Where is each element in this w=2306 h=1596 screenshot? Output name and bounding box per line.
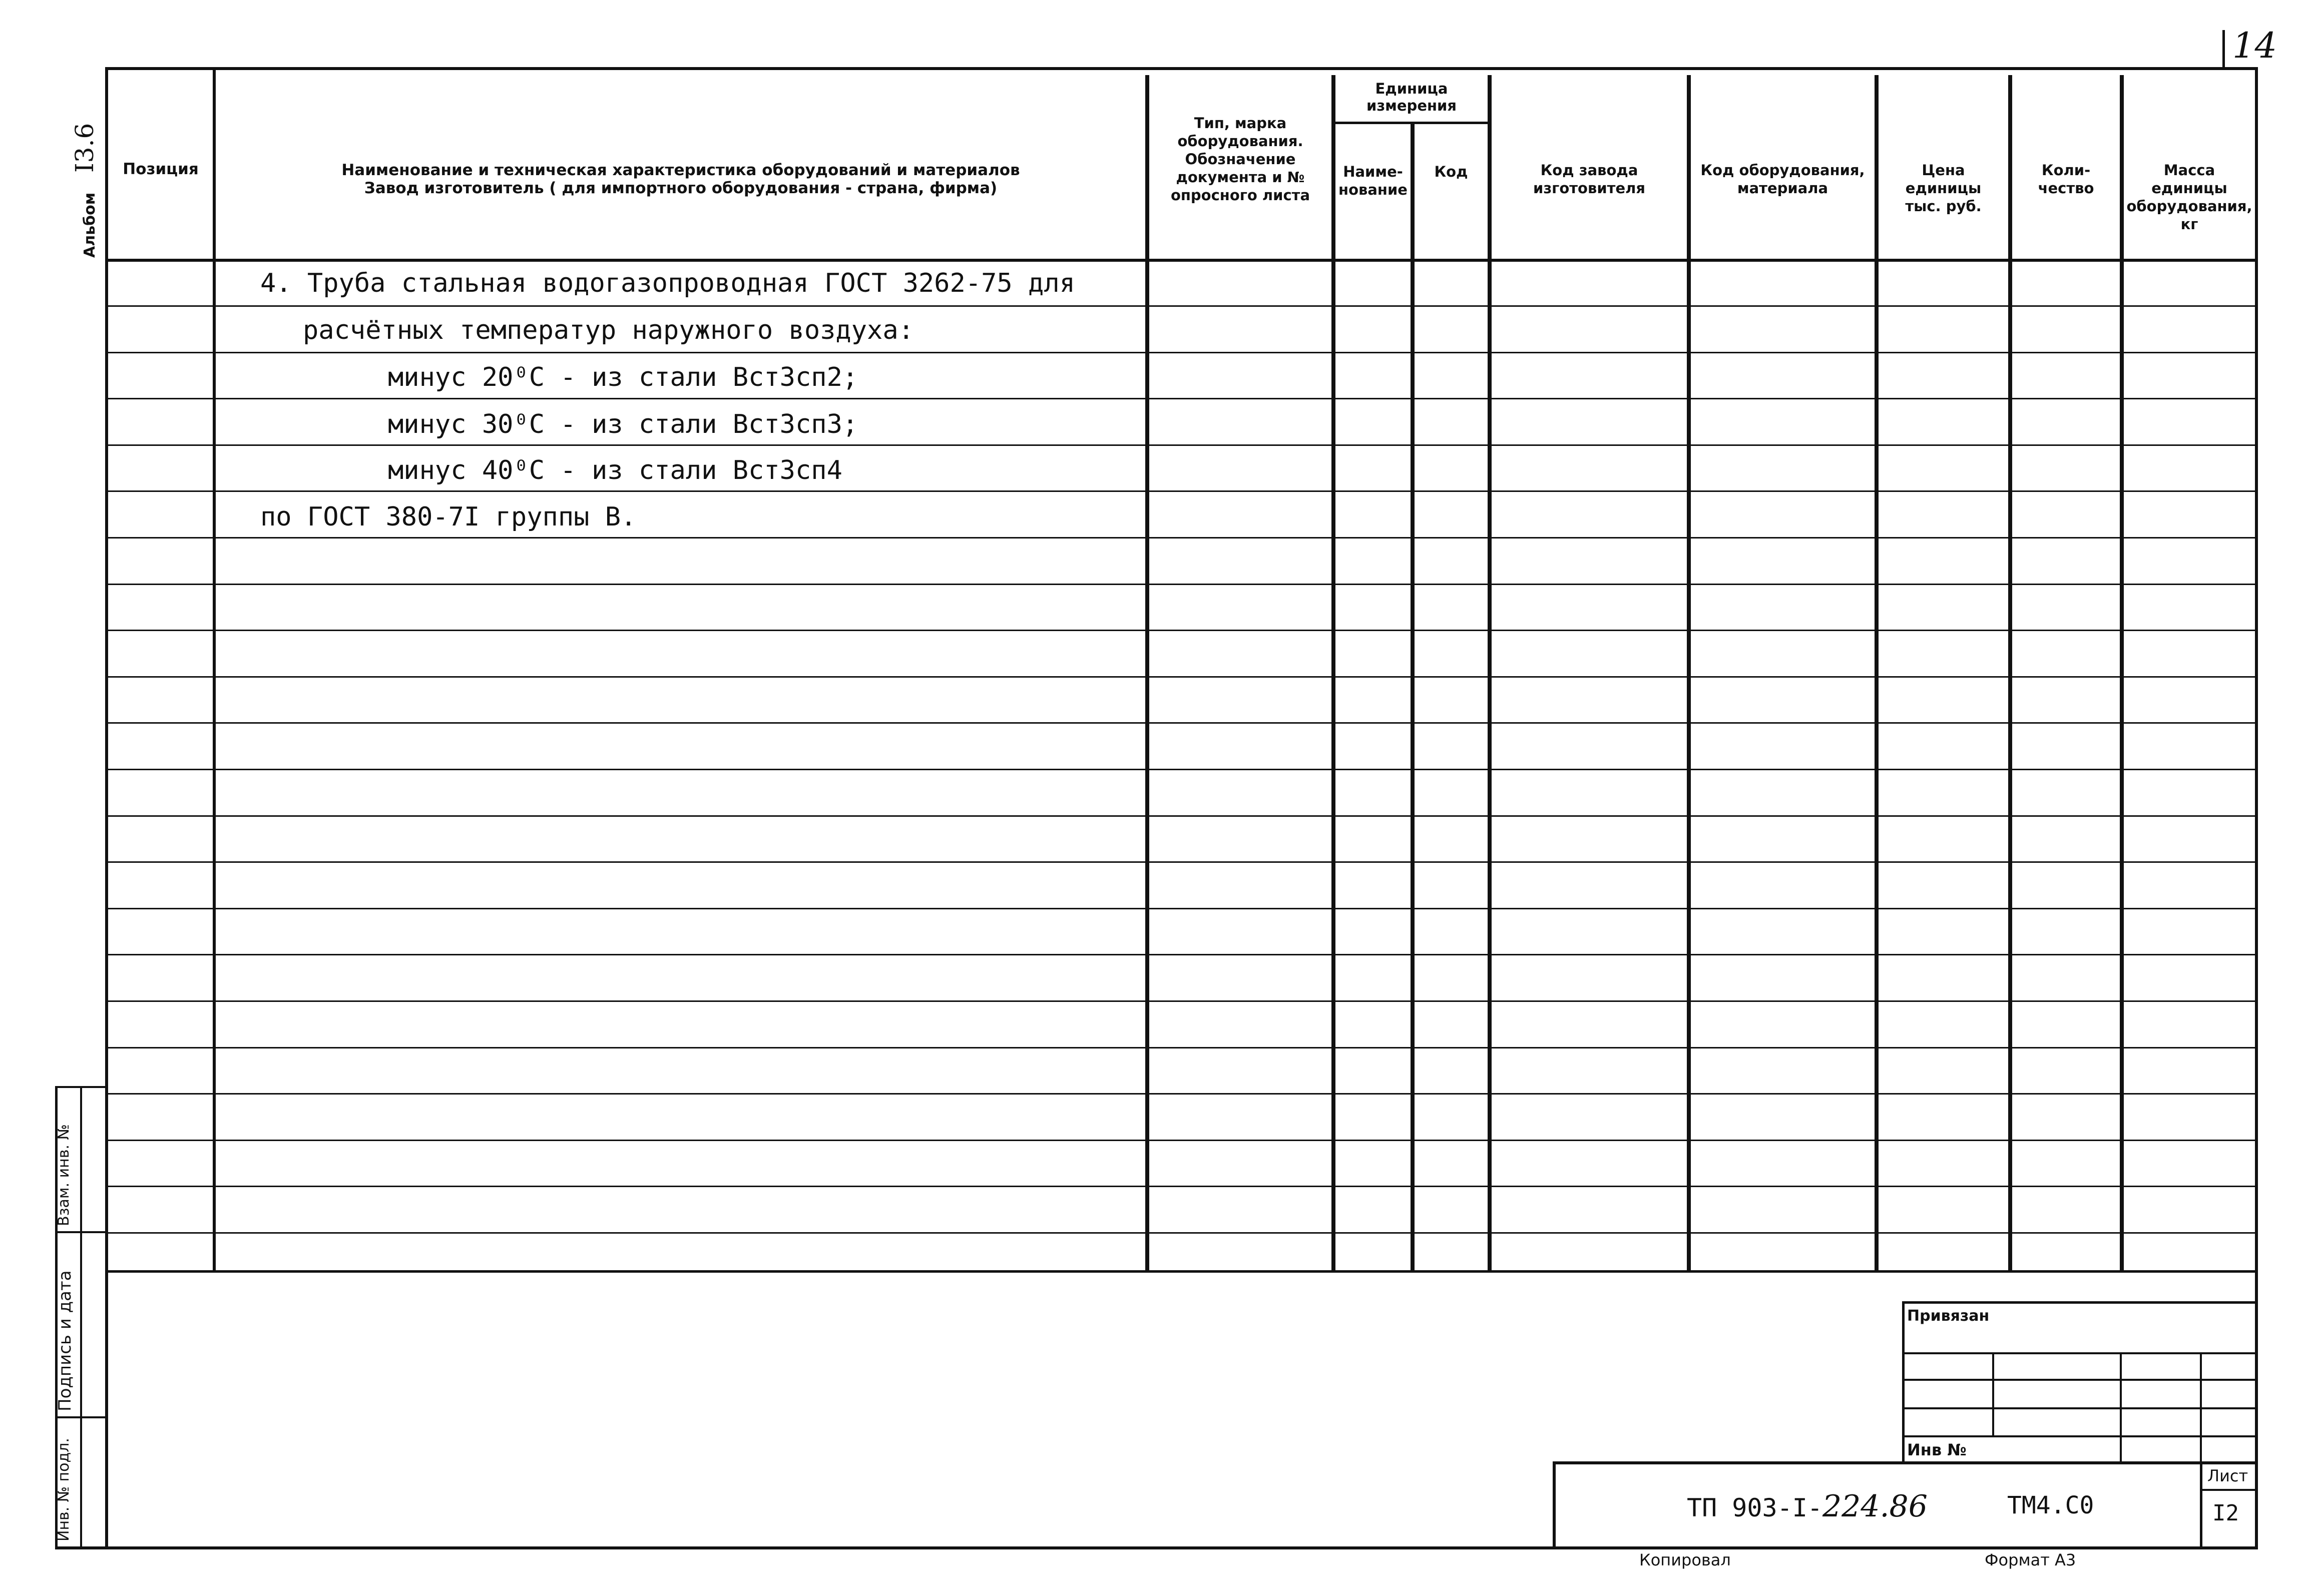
- stamp-format-label: Формат А3: [1985, 1550, 2076, 1569]
- header-mass: [2124, 161, 2255, 233]
- side-album-number: I3.6: [70, 123, 99, 173]
- row-line: [108, 352, 2255, 353]
- stamp-main-left: [1553, 1461, 1556, 1549]
- frame-bottom-line: [55, 1546, 2258, 1549]
- stamp-copied-label: Копировал: [1639, 1550, 1731, 1569]
- stamp-doc-code: [1687, 1489, 1928, 1524]
- header-mass-line3: оборудования,: [2126, 198, 2252, 215]
- stamp-linked-col3: [2200, 1352, 2202, 1461]
- stamp-doc-code-prefix: ТП 903-I-: [1687, 1493, 1822, 1522]
- header-factory-code: [1492, 161, 1687, 197]
- header-unit-name: [1335, 163, 1411, 199]
- frame-page-tick: [2222, 30, 2225, 68]
- col-line-8: [2008, 75, 2012, 1271]
- row-text-5: минус 40⁰C - из стали ВстЗсп4: [388, 455, 842, 485]
- row-line: [108, 954, 2255, 955]
- header-unit-line2: измерения: [1366, 97, 1457, 114]
- header-unit-name-line2: нование: [1338, 181, 1408, 198]
- side-strip-div1-line: [55, 1231, 108, 1233]
- side-strip-mid-line: [80, 1086, 82, 1549]
- header-mass-line2: единицы: [2151, 180, 2227, 197]
- unit-split-line: [1331, 122, 1491, 124]
- frame-top-line: [105, 67, 2257, 70]
- row-text-1: 4. Труба стальная водогазопроводная ГОСТ 3262-75 для: [260, 268, 1075, 298]
- row-line: [108, 861, 2255, 863]
- header-qty-line2: чество: [2038, 180, 2094, 197]
- stamp-linked-row3: [1902, 1407, 2257, 1409]
- row-line: [108, 722, 2255, 724]
- header-factory-code-line1: Код завода: [1540, 162, 1638, 179]
- stamp-sheet-label: Лист: [2207, 1466, 2248, 1485]
- stamp-linked-row4: [1902, 1435, 2257, 1437]
- row-line: [108, 537, 2255, 539]
- stamp-linked-top: [1902, 1301, 2257, 1304]
- stamp-linked-row2: [1902, 1379, 2257, 1381]
- col-line-3: [1331, 75, 1335, 1271]
- header-unit: [1335, 80, 1488, 114]
- stamp-doc-code-hand: 224.86: [1822, 1489, 1928, 1524]
- header-equipment-code: [1691, 161, 1875, 197]
- row-line: [108, 305, 2255, 307]
- stamp-main-sheet-col: [2200, 1461, 2202, 1549]
- stamp-linked-left: [1902, 1301, 1905, 1461]
- frame-left-line: [105, 67, 108, 1549]
- header-type-line5: опросного листа: [1170, 187, 1310, 204]
- row-line: [108, 1047, 2255, 1048]
- header-unit-code: Код: [1434, 163, 1468, 180]
- stamp-linked-col1: [1992, 1352, 1994, 1435]
- row-line: [108, 1186, 2255, 1187]
- header-unit-name-line1: Наиме-: [1343, 163, 1403, 180]
- stamp-linked-col2: [2120, 1352, 2122, 1461]
- header-name-line1: Наименование и техническая характеристика оборудований и материалов: [341, 161, 1020, 179]
- side-album-word: Альбом: [81, 192, 99, 258]
- page-number: 14: [2232, 25, 2277, 66]
- row-text-3: минус 20⁰C - из стали ВстЗсп2;: [388, 362, 858, 392]
- col-line-2: [1145, 75, 1149, 1271]
- row-line: [108, 769, 2255, 770]
- header-type-line4: документа и №: [1176, 169, 1305, 186]
- header-qty-line1: Коли-: [2041, 162, 2091, 179]
- header-position: Позиция: [123, 160, 199, 178]
- header-qty: [2012, 161, 2120, 197]
- header-bottom-line: [105, 259, 2257, 262]
- col-line-4: [1411, 123, 1415, 1271]
- row-line: [108, 490, 2255, 492]
- col-line-7: [1875, 75, 1879, 1271]
- header-mass-line4: кг: [2180, 216, 2198, 233]
- stamp-linked-label: Привязан: [1907, 1307, 1990, 1325]
- stamp-sheet-number: I2: [2212, 1500, 2239, 1526]
- side-strip-div2-line: [55, 1416, 108, 1418]
- side-inv-no-2: Взам. инв. №: [55, 1124, 73, 1226]
- header-equipment-code-line2: материала: [1737, 180, 1828, 197]
- row-line: [108, 630, 2255, 631]
- header-price: [1879, 161, 2008, 215]
- col-line-5: [1488, 75, 1492, 1271]
- header-unit-line1: Единица: [1375, 80, 1448, 97]
- stamp-sheet-divider: [2200, 1489, 2257, 1491]
- header-price-line3: тыс. руб.: [1905, 198, 1982, 215]
- row-line: [108, 1093, 2255, 1095]
- side-inv-no: Инв. № подл.: [55, 1438, 73, 1541]
- col-line-6: [1687, 75, 1691, 1271]
- header-equipment-code-line1: Код оборудования,: [1700, 162, 1865, 179]
- col-line-1: [213, 70, 216, 1271]
- row-line: [108, 1000, 2255, 1002]
- row-line: [108, 444, 2255, 446]
- stamp-doc-mark: ТМ4.С0: [2007, 1491, 2094, 1519]
- header-name-line2: Завод изготовитель ( для импортного оборудования - страна, фирма): [364, 179, 998, 197]
- header-type-line1: Тип, марка: [1194, 115, 1287, 132]
- row-line: [108, 815, 2255, 817]
- frame-right-line: [2255, 67, 2258, 1548]
- header-price-line2: единицы: [1905, 180, 1982, 197]
- header-type: [1149, 114, 1331, 204]
- stamp-main-top: [1553, 1461, 2257, 1464]
- row-line: [108, 908, 2255, 909]
- row-text-2: расчётных температур наружного воздуха:: [303, 315, 914, 345]
- header-type-line3: Обозначение: [1185, 151, 1296, 168]
- header-type-line2: оборудования.: [1177, 133, 1303, 150]
- header-price-line1: Цена: [1922, 162, 1965, 179]
- row-line: [108, 584, 2255, 585]
- row-line: [108, 1232, 2255, 1234]
- row-line: [108, 398, 2255, 399]
- row-line: [108, 676, 2255, 678]
- row-text-6: по ГОСТ 380-7I группы В.: [260, 502, 637, 532]
- header-factory-code-line2: изготовителя: [1533, 180, 1645, 197]
- header-mass-line1: Масса: [2163, 162, 2215, 179]
- stamp-inv-label: Инв №: [1907, 1440, 1967, 1459]
- row-line: [108, 1140, 2255, 1141]
- row-text-4: минус 30⁰C - из стали ВстЗсп3;: [388, 409, 858, 439]
- col-line-9: [2120, 75, 2124, 1271]
- side-signature-date: Подпись и дата: [55, 1270, 75, 1411]
- side-strip-top-line: [55, 1086, 108, 1088]
- header-name: [216, 161, 1145, 197]
- stamp-linked-row1: [1902, 1352, 2257, 1354]
- table-body-bottom-line: [108, 1270, 2255, 1273]
